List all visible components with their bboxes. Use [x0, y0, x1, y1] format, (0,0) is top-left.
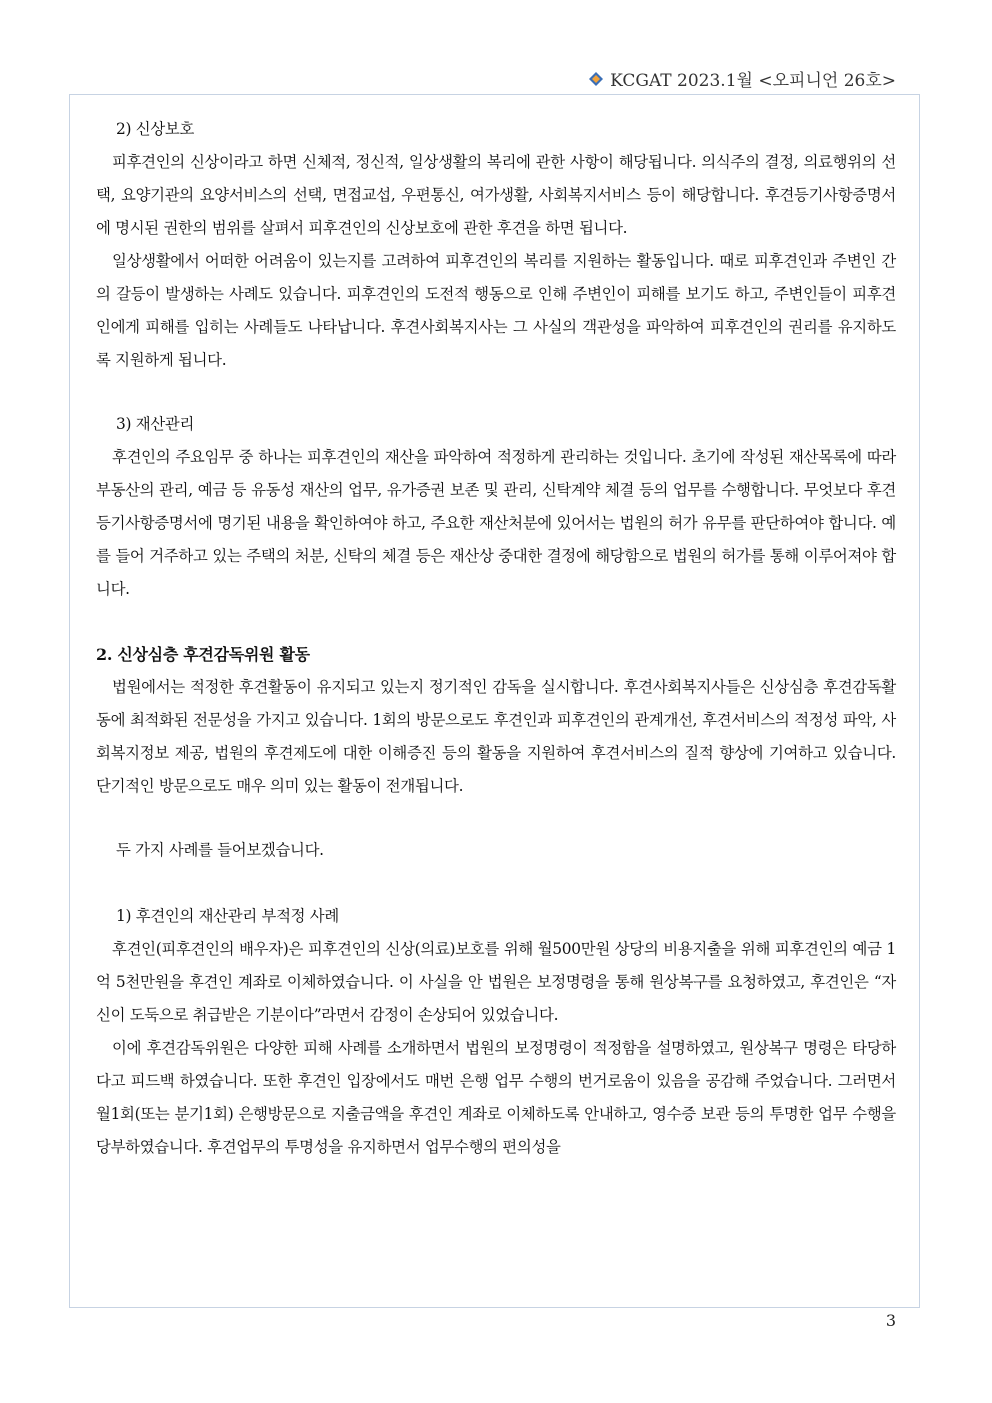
page-number: 3	[885, 1311, 896, 1330]
paragraph: 이에 후견감독위원은 다양한 피해 사례를 소개하면서 법원의 보정명령이 적정함을 설명하였고, 원상복구 명령은 타당하다고 피드백 하였습니다. 또한 후견인 입장에서도 매번 은행 업무 수행의 번거로움이 있음을 공감해 주었습니다. 그러면서 월1회(또는 분기1회) 은행방문으로 지출금액을 후견인 계좌로 이체하도록 안내하고, 영수증 보관 등의 투명한 업무 수행을 당부하였습니다. 후견업무의 투명성을 유지하면서 업무수행의 편의성을	[96, 1039, 896, 1156]
document-body	[96, 113, 896, 1164]
diamond-logo-icon	[588, 71, 604, 87]
page-header	[588, 66, 896, 91]
subheading-case-1: 1) 후견인의 재산관리 부적정 사례	[116, 907, 339, 925]
subheading-property-management: 3) 재산관리	[116, 415, 195, 433]
section-heading: 2. 신상심층 후견감독위원 활동	[96, 645, 310, 664]
paragraph: 피후견인의 신상이라고 하면 신체적, 정신적, 일상생활의 복리에 관한 사항이 해당됩니다. 의식주의 결정, 의료행위의 선택, 요양기관의 요양서비스의 선택, 면접교섭, 우편통신, 여가생활, 사회복지서비스 등이 해당합니다. 후견등기사항증명서에 명시된 권한의 범위를 살펴서 피후견인의 신상보호에 관한 후견을 하면 됩니다.	[96, 153, 896, 237]
paragraph: 후견인(피후견인의 배우자)은 피후견인의 신상(의료)보호를 위해 월500만원 상당의 비용지출을 위해 피후견인의 예금 1억 5천만원을 후견인 계좌로 이체하였습니다. 이 사실을 안 법원은 보정명령을 통해 원상복구를 요청하였고, 후견인은 “자신이 도둑으로 취급받은 기분이다”라면서 감정이 손상되어 있었습니다.	[96, 940, 896, 1024]
paragraph: 법원에서는 적정한 후견활동이 유지되고 있는지 정기적인 감독을 실시합니다. 후견사회복지사들은 신상심층 후견감독활동에 최적화된 전문성을 가지고 있습니다. 1회의 방문으로도 후견인과 피후견인의 관계개선, 후견서비스의 적정성 파악, 사회복지정보 제공, 법원의 후견제도에 대한 이해증진 등의 활동을 지원하여 후견서비스의 질적 향상에 기여하고 있습니다. 단기적인 방문으로도 매우 의미 있는 활동이 전개됩니다.	[96, 678, 896, 795]
paragraph-cases-intro: 두 가지 사례를 들어보겠습니다.	[116, 841, 324, 859]
header-text: KCGAT 2023.1월 <오피니언 26호>	[610, 71, 896, 91]
subheading-personal-protection: 2) 신상보호	[116, 120, 195, 138]
paragraph: 일상생활에서 어떠한 어려움이 있는지를 고려하여 피후견인의 복리를 지원하는 활동입니다. 때로 피후견인과 주변인 간의 갈등이 발생하는 사례도 있습니다. 피후견인의 도전적 행동으로 인해 주변인이 피해를 보기도 하고, 주변인들이 피후견인에게 피해를 입히는 사례들도 나타납니다. 후견사회복지사는 그 사실의 객관성을 파악하여 피후견인의 권리를 유지하도록 지원하게 됩니다.	[96, 252, 896, 369]
paragraph: 후견인의 주요임무 중 하나는 피후견인의 재산을 파악하여 적정하게 관리하는 것입니다. 초기에 작성된 재산목록에 따라 부동산의 관리, 예금 등 유동성 재산의 업무, 유가증권 보존 및 관리, 신탁계약 체결 등의 업무를 수행합니다. 무엇보다 후견등기사항증명서에 명기된 내용을 확인하여야 하고, 주요한 재산처분에 있어서는 법원의 허가 유무를 판단하여야 합니다. 예를 들어 거주하고 있는 주택의 처분, 신탁의 체결 등은 재산상 중대한 결정에 해당함으로 법원의 허가를 통해 이루어져야 합니다.	[96, 448, 896, 598]
